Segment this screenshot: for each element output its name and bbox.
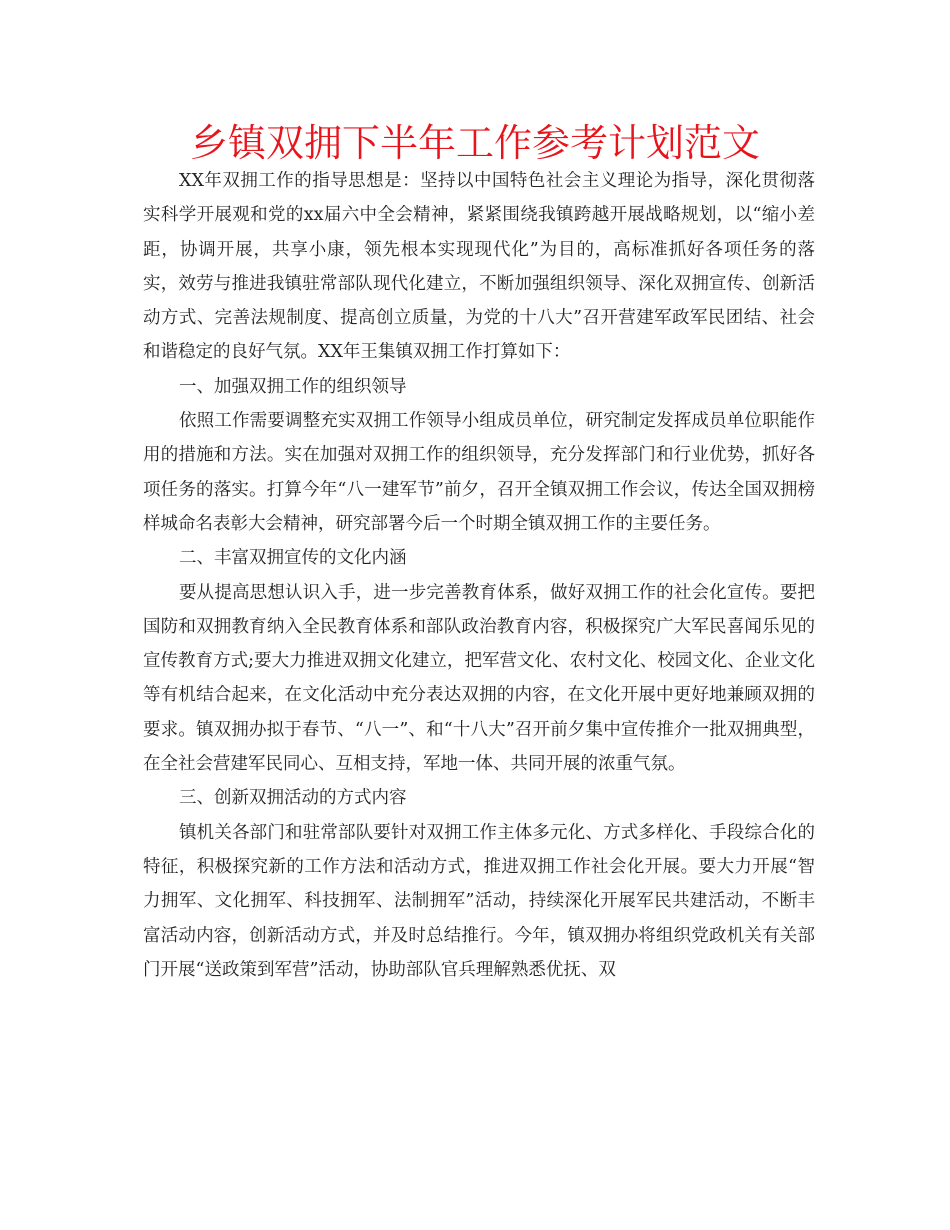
section-heading-3: 三、创新双拥活动的方式内容 — [179, 788, 407, 809]
section-paragraph-3: 镇机关各部门和驻常部队要针对双拥工作主体多元化、方式多样化、手段综合化的特征，积极探究新的工作方法和活动方式，推进双拥工作社会化开展。要大力开展“智力拥军、文化拥军、科技拥军、法制拥军”活动，持续深化开展军民共建活动，不断丰富活动内容，创新活动方式，并及时总结推行。今年，镇双拥办将组织党政机关有关部门开展“送政策到军营”活动，协助部队官兵理解熟悉优抚、双 — [143, 822, 815, 980]
document-body — [143, 164, 815, 987]
section-heading-1: 一、加强双拥工作的组织领导 — [179, 376, 407, 397]
section-paragraph-2: 要从提高思想认识入手，进一步完善教育体系，做好双拥工作的社会化宣传。要把国防和双拥教育纳入全民教育体系和部队政治教育内容，积极探究广大军民喜闻乐见的宣传教育方式;要大力推进双拥文化建立，把军营文化、农村文化、校园文化、企业文化等有机结合起来，在文化活动中充分表达双拥的内容，在文化开展中更好地兼顾双拥的要求。镇双拥办拟于春节、“八一”、和“十八大”召开前夕集中宣传推介一批双拥典型，在全社会营建军民同心、互相支持，军地一体、共同开展的浓重气氛。 — [143, 582, 815, 775]
document-title: 乡镇双拥下半年工作参考计划范文 — [189, 121, 760, 165]
intro-paragraph: XX年双拥工作的指导思想是：坚持以中国特色社会主义理论为指导，深化贯彻落实科学开展观和党的xx届六中全会精神，紧紧围绕我镇跨越开展战略规划，以“缩小差距，协调开展，共享小康，领先根本实现现代化”为目的，高标准抓好各项任务的落实，效劳与推进我镇驻常部队现代化建立，不断加强组织领导、深化双拥宣传、创新活动方式、完善法规制度、提高创立质量，为党的十八大”召开营建军政军民团结、社会和谐稳定的良好气氛。XX年王集镇双拥工作打算如下： — [143, 171, 815, 363]
section-heading-2: 二、丰富双拥宣传的文化内涵 — [179, 548, 407, 569]
section-paragraph-1: 依照工作需要调整充实双拥工作领导小组成员单位，研究制定发挥成员单位职能作用的措施和方法。实在加强对双拥工作的组织领导，充分发挥部门和行业优势，抓好各项任务的落实。打算今年“八一建军节”前夕，召开全镇双拥工作会议，传达全国双拥榜样城命名表彰大会精神，研究部署今后一个时期全镇双拥工作的主要任务。 — [143, 411, 815, 534]
